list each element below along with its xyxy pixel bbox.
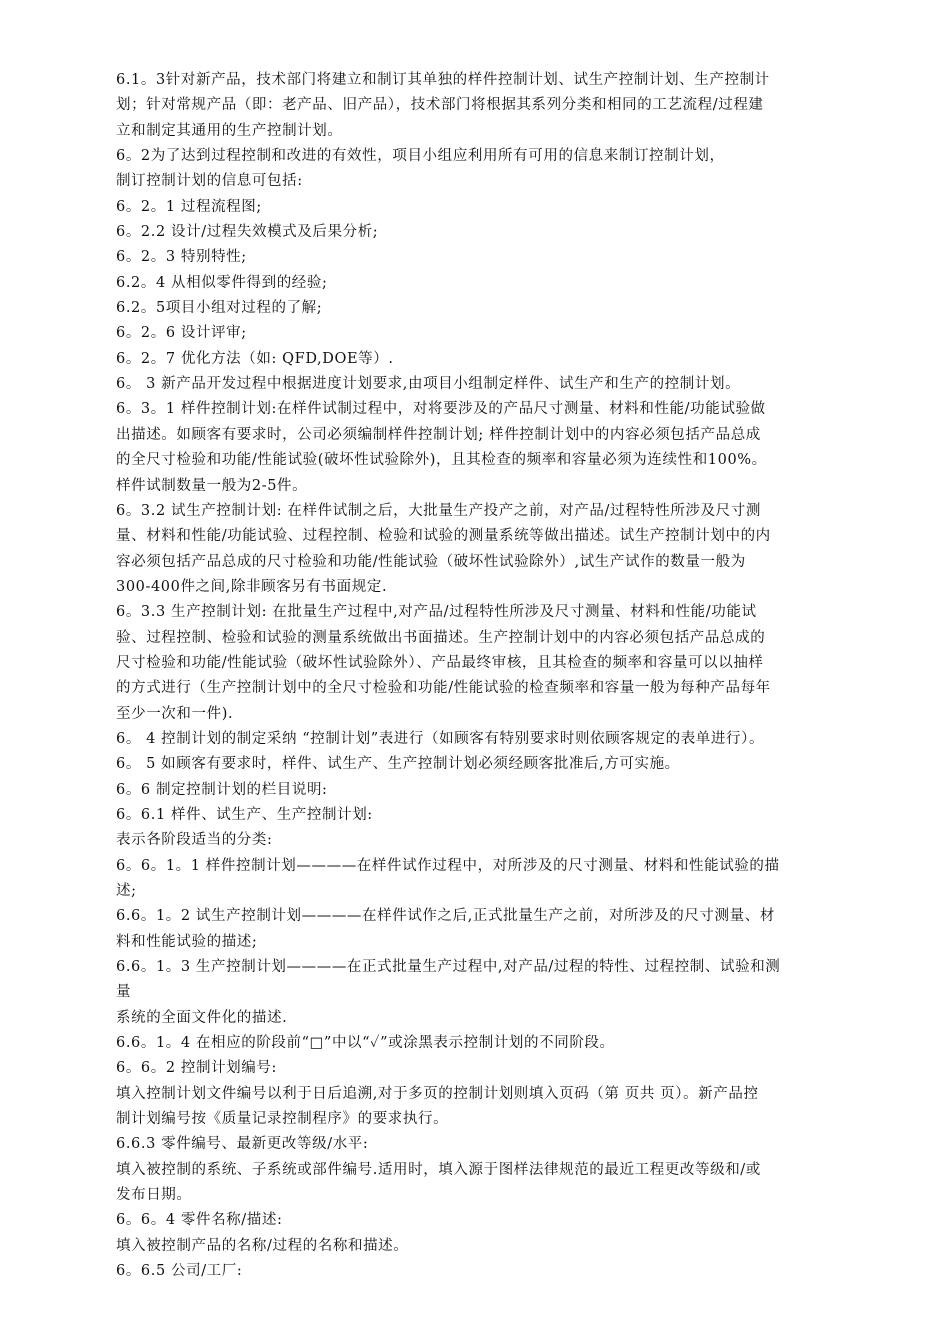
text-line: 表示各阶段适当的分类: — [116, 832, 273, 849]
text-line: 样件试制数量一般为2-5件。 — [116, 477, 308, 494]
text-line: 尺寸检验和功能/性能试验（破坏性试验除外）、产品最终审核，且其检查的频率和容量可以以抽样 — [116, 654, 764, 671]
text-line: 6。 3 新产品开发过程中根据进度计划要求,由项目小组制定样件、试生产和生产的控制计划。 — [116, 376, 741, 393]
text-line: 料和性能试验的描述; — [116, 933, 258, 950]
text-line: 填入被控制的系统、子系统或部件编号.适用时，填入源于图样法律规范的最近工程更改等级和/或 — [116, 1161, 761, 1178]
text-line: 填入被控制产品的名称/过程的名称和描述。 — [116, 1237, 409, 1254]
text-line: 6.6。1。2 试生产控制计划————在样件试作之后,正式批量生产之前，对所涉及的尺寸测量、材 — [116, 908, 775, 925]
text-line: 6。2。3 特别特性; — [116, 249, 247, 266]
text-line: 量、材料和性能/功能试验、过程控制、检验和试验的测量系统等做出描述。试生产控制计划中的内 — [116, 528, 771, 545]
text-line: 6。6 制定控制计划的栏目说明: — [116, 781, 328, 798]
text-line: 6。3.3 生产控制计划: 在批量生产过程中,对产品/过程特性所涉及尺寸测量、材料和性能/功能试 — [116, 604, 757, 621]
text-line: 6.2。5项目小组对过程的了解; — [116, 300, 323, 317]
text-line: 出描述。如顾客有要求时，公司必须编制样件控制计划; 样件控制计划中的内容必须包括产品总成 — [116, 426, 761, 443]
text-line: 填入控制计划文件编号以利于日后追溯,对于多页的控制计划则填入页码（第 页共 页）。新产品控 — [116, 1085, 759, 1102]
text-line: 划；针对常规产品（即：老产品、旧产品），技术部门将根据其系列分类和相同的工艺流程/过程建 — [116, 97, 764, 114]
text-line: 6.1。3针对新产品，技术部门将建立和制订其单独的样件控制计划、试生产控制计划、生产控制计 — [116, 72, 770, 88]
text-line: 6。6。1。1 样件控制计划————在样件试作过程中，对所涉及的尺寸测量、材料和性能试验的描 — [116, 857, 780, 874]
text-line: 6。3。1 样件控制计划:在样件试制过程中，对将要涉及的产品尺寸测量、材料和性能/功能试验做 — [116, 401, 766, 418]
text-line: 6.2。4 从相似零件得到的经验; — [116, 274, 328, 291]
text-line: 6。2。7 优化方法（如: QFD,DOE等）. — [116, 350, 394, 367]
text-line: 验、过程控制、检验和试验的测量系统做出书面描述。生产控制计划中的内容必须包括产品总成的 — [116, 629, 766, 646]
text-line: 容必须包括产品总成的尺寸检验和功能/性能试验（破坏性试验除外）,试生产试作的数量一般为 — [116, 553, 746, 570]
text-line: 至少一次和一件). — [116, 705, 234, 722]
text-line: 6。6。2 控制计划编号: — [116, 1060, 277, 1077]
text-line: 6。6.5 公司/工厂: — [116, 1263, 243, 1280]
text-line: 述; — [116, 883, 137, 899]
text-line: 6。 5 如顾客有要求时，样件、试生产、生产控制计划必须经顾客批准后,方可实施。 — [116, 756, 680, 773]
text-line: 6。6.1 样件、试生产、生产控制计划: — [116, 806, 373, 823]
text-line: 系统的全面文件化的描述. — [116, 1009, 288, 1026]
text-line: 的方式进行（生产控制计划中的全尺寸检验和功能/性能试验的检查频率和容量一般为每种产品每年 — [116, 680, 771, 697]
text-line: 6。2.2 设计/过程失效模式及后果分析; — [116, 224, 379, 241]
text-line: 6。 4 控制计划的制定采纳 “控制计划”表进行（如顾客有特别要求时则依顾客规定的表单进行）。 — [116, 730, 765, 747]
text-line: 6.6。1。3 生产控制计划————在正式批量生产过程中,对产品/过程的特性、过程控制、试验和测 — [116, 959, 781, 976]
text-line: 量 — [116, 984, 132, 1001]
text-line: 6。2。1 过程流程图; — [116, 198, 262, 215]
text-line: 6.6。1。4 在相应的阶段前“□”中以“✓”或涂黑表示控制计划的不同阶段。 — [116, 1035, 615, 1052]
text-line: 6。2。6 设计评审; — [116, 325, 247, 342]
text-line: 立和制定其通用的生产控制计划。 — [116, 122, 343, 139]
text-line: 制订控制计划的信息可包括: — [116, 173, 303, 190]
text-line: 制计划编号按《质量记录控制程序》的要求执行。 — [116, 1111, 449, 1128]
text-line: 发布日期。 — [116, 1187, 192, 1204]
text-line: 6。3.2 试生产控制计划: 在样件试制之后，大批量生产投产之前，对产品/过程特性所涉及尺寸测 — [116, 502, 761, 519]
text-line: 的全尺寸检验和功能/性能试验(破坏性试验除外)，且其检查的频率和容量必须为连续性和100%。 — [116, 452, 767, 469]
text-line: 6。6。4 零件名称/描述: — [116, 1212, 283, 1229]
text-line: 6。2为了达到过程控制和改进的有效性，项目小组应利用所有可用的信息来制订控制计划， — [116, 148, 725, 165]
text-line: 300-400件之间,除非顾客另有书面规定. — [116, 578, 388, 595]
text-line: 6.6.3 零件编号、最新更改等级/水平: — [116, 1136, 369, 1153]
